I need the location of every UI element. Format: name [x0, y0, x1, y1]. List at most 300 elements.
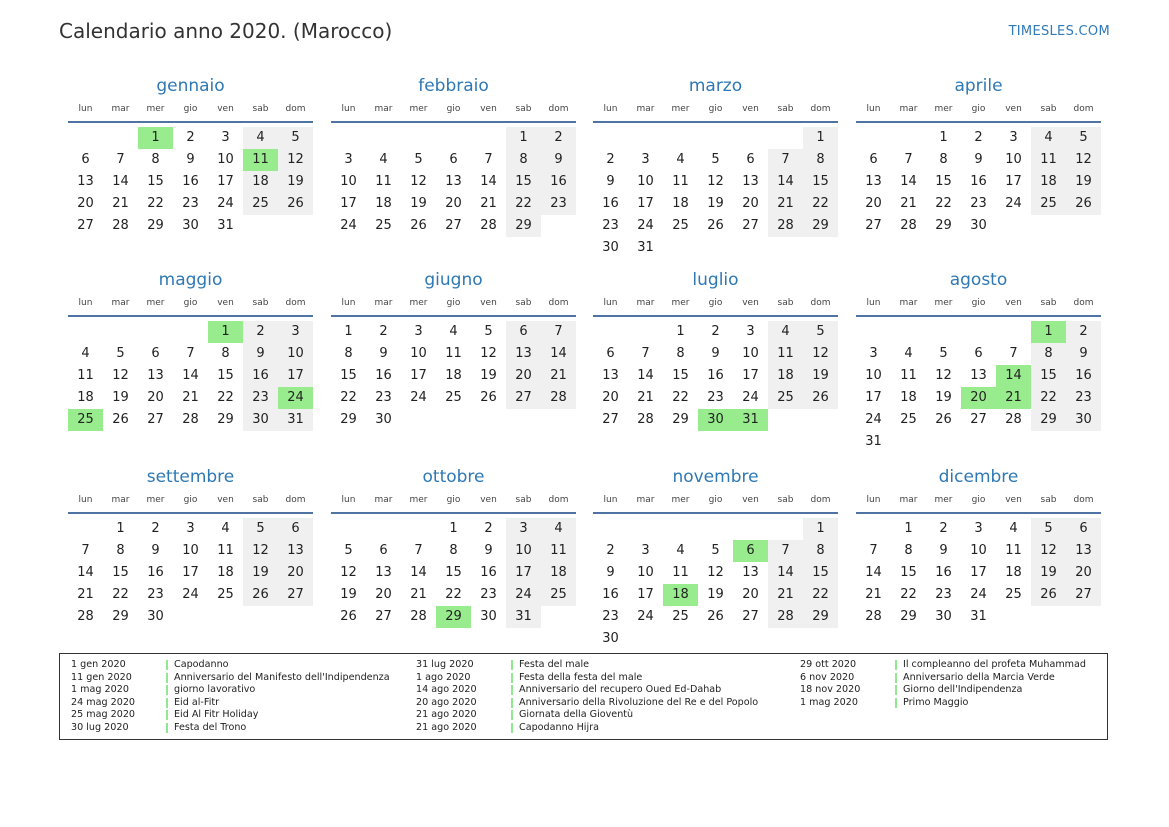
day-cell[interactable]: 10: [637, 565, 654, 580]
day-cell[interactable]: 17: [865, 390, 882, 405]
day-cell[interactable]: 30: [182, 218, 199, 233]
day-cell[interactable]: 6: [869, 152, 878, 167]
day-cell[interactable]: 19: [1066, 171, 1101, 193]
day-cell[interactable]: 10: [970, 543, 987, 558]
day-cell[interactable]: 6: [379, 543, 388, 558]
day-cell[interactable]: 6: [506, 321, 541, 343]
day-cell[interactable]: 21: [768, 193, 803, 215]
day-cell[interactable]: 8: [904, 543, 913, 558]
day-cell[interactable]: 3: [974, 521, 983, 536]
day-cell[interactable]: 21: [112, 196, 129, 211]
day-cell[interactable]: 20: [147, 390, 164, 405]
day-cell[interactable]: 5: [414, 152, 423, 167]
day-cell[interactable]: 25: [217, 587, 234, 602]
day-cell[interactable]: 15: [900, 565, 917, 580]
day-cell[interactable]: 2: [541, 127, 576, 149]
day-cell[interactable]: 20: [1066, 562, 1101, 584]
day-cell[interactable]: 10: [865, 368, 882, 383]
day-cell[interactable]: 15: [506, 171, 541, 193]
day-cell[interactable]: 21: [410, 587, 427, 602]
day-cell[interactable]: 4: [676, 543, 685, 558]
day-cell[interactable]: 22: [506, 193, 541, 215]
day-cell[interactable]: 6: [81, 152, 90, 167]
holiday-day-cell[interactable]: 24: [278, 387, 313, 409]
day-cell[interactable]: 17: [217, 174, 234, 189]
day-cell[interactable]: 18: [243, 171, 278, 193]
day-cell[interactable]: 1: [904, 521, 913, 536]
day-cell[interactable]: 7: [1009, 346, 1018, 361]
day-cell[interactable]: 11: [77, 368, 94, 383]
day-cell[interactable]: 31: [970, 609, 987, 624]
day-cell[interactable]: 19: [480, 368, 497, 383]
day-cell[interactable]: 14: [637, 368, 654, 383]
day-cell[interactable]: 27: [742, 218, 759, 233]
day-cell[interactable]: 2: [151, 521, 160, 536]
day-cell[interactable]: 27: [865, 218, 882, 233]
day-cell[interactable]: 17: [637, 196, 654, 211]
day-cell[interactable]: 19: [340, 587, 357, 602]
day-cell[interactable]: 6: [746, 152, 755, 167]
day-cell[interactable]: 26: [707, 218, 724, 233]
day-cell[interactable]: 16: [970, 174, 987, 189]
day-cell[interactable]: 15: [112, 565, 129, 580]
day-cell[interactable]: 27: [1066, 584, 1101, 606]
day-cell[interactable]: 28: [480, 218, 497, 233]
day-cell[interactable]: 12: [243, 540, 278, 562]
day-cell[interactable]: 30: [602, 631, 619, 646]
day-cell[interactable]: 31: [637, 240, 654, 255]
day-cell[interactable]: 16: [480, 565, 497, 580]
day-cell[interactable]: 5: [116, 346, 125, 361]
holiday-day-cell[interactable]: 21: [996, 387, 1031, 409]
holiday-day-cell[interactable]: 1: [138, 127, 173, 149]
day-cell[interactable]: 5: [939, 346, 948, 361]
day-cell[interactable]: 19: [707, 196, 724, 211]
day-cell[interactable]: 12: [480, 346, 497, 361]
day-cell[interactable]: 25: [445, 390, 462, 405]
day-cell[interactable]: 4: [449, 324, 458, 339]
day-cell[interactable]: 23: [147, 587, 164, 602]
day-cell[interactable]: 28: [900, 218, 917, 233]
day-cell[interactable]: 24: [970, 587, 987, 602]
day-cell[interactable]: 31: [865, 434, 882, 449]
holiday-day-cell[interactable]: 20: [961, 387, 996, 409]
day-cell[interactable]: 10: [637, 174, 654, 189]
day-cell[interactable]: 2: [974, 130, 983, 145]
day-cell[interactable]: 25: [672, 609, 689, 624]
day-cell[interactable]: 13: [375, 565, 392, 580]
day-cell[interactable]: 17: [637, 587, 654, 602]
day-cell[interactable]: 15: [147, 174, 164, 189]
day-cell[interactable]: 7: [541, 321, 576, 343]
day-cell[interactable]: 30: [1066, 409, 1101, 431]
day-cell[interactable]: 24: [506, 584, 541, 606]
day-cell[interactable]: 14: [112, 174, 129, 189]
day-cell[interactable]: 28: [541, 387, 576, 409]
day-cell[interactable]: 18: [375, 196, 392, 211]
day-cell[interactable]: 14: [77, 565, 94, 580]
day-cell[interactable]: 4: [1009, 521, 1018, 536]
day-cell[interactable]: 8: [676, 346, 685, 361]
day-cell[interactable]: 21: [182, 390, 199, 405]
day-cell[interactable]: 12: [707, 174, 724, 189]
holiday-day-cell[interactable]: 18: [663, 584, 698, 606]
day-cell[interactable]: 13: [742, 565, 759, 580]
day-cell[interactable]: 8: [116, 543, 125, 558]
day-cell[interactable]: 14: [768, 562, 803, 584]
day-cell[interactable]: 11: [672, 174, 689, 189]
day-cell[interactable]: 18: [217, 565, 234, 580]
day-cell[interactable]: 22: [672, 390, 689, 405]
day-cell[interactable]: 22: [112, 587, 129, 602]
day-cell[interactable]: 7: [484, 152, 493, 167]
day-cell[interactable]: 4: [81, 346, 90, 361]
day-cell[interactable]: 6: [606, 346, 615, 361]
day-cell[interactable]: 26: [707, 609, 724, 624]
day-cell[interactable]: 10: [340, 174, 357, 189]
day-cell[interactable]: 4: [541, 518, 576, 540]
day-cell[interactable]: 26: [243, 584, 278, 606]
day-cell[interactable]: 7: [414, 543, 423, 558]
day-cell[interactable]: 4: [243, 127, 278, 149]
day-cell[interactable]: 16: [602, 587, 619, 602]
day-cell[interactable]: 3: [869, 346, 878, 361]
day-cell[interactable]: 15: [803, 171, 838, 193]
day-cell[interactable]: 25: [375, 218, 392, 233]
day-cell[interactable]: 15: [217, 368, 234, 383]
day-cell[interactable]: 22: [1031, 387, 1066, 409]
day-cell[interactable]: 27: [375, 609, 392, 624]
day-cell[interactable]: 3: [414, 324, 423, 339]
day-cell[interactable]: 18: [77, 390, 94, 405]
day-cell[interactable]: 27: [506, 387, 541, 409]
day-cell[interactable]: 15: [672, 368, 689, 383]
day-cell[interactable]: 31: [278, 409, 313, 431]
day-cell[interactable]: 12: [410, 174, 427, 189]
day-cell[interactable]: 21: [77, 587, 94, 602]
day-cell[interactable]: 29: [672, 412, 689, 427]
day-cell[interactable]: 11: [1005, 543, 1022, 558]
day-cell[interactable]: 12: [112, 368, 129, 383]
day-cell[interactable]: 2: [484, 521, 493, 536]
day-cell[interactable]: 5: [278, 127, 313, 149]
day-cell[interactable]: 13: [278, 540, 313, 562]
day-cell[interactable]: 22: [340, 390, 357, 405]
holiday-day-cell[interactable]: 30: [698, 409, 733, 431]
day-cell[interactable]: 19: [803, 365, 838, 387]
day-cell[interactable]: 22: [900, 587, 917, 602]
day-cell[interactable]: 24: [217, 196, 234, 211]
day-cell[interactable]: 12: [340, 565, 357, 580]
day-cell[interactable]: 15: [1031, 365, 1066, 387]
day-cell[interactable]: 4: [768, 321, 803, 343]
day-cell[interactable]: 8: [939, 152, 948, 167]
day-cell[interactable]: 4: [1031, 127, 1066, 149]
day-cell[interactable]: 2: [243, 321, 278, 343]
day-cell[interactable]: 22: [803, 193, 838, 215]
day-cell[interactable]: 16: [1066, 365, 1101, 387]
day-cell[interactable]: 22: [217, 390, 234, 405]
day-cell[interactable]: 17: [506, 562, 541, 584]
day-cell[interactable]: 1: [506, 127, 541, 149]
day-cell[interactable]: 19: [410, 196, 427, 211]
day-cell[interactable]: 1: [116, 521, 125, 536]
day-cell[interactable]: 9: [186, 152, 195, 167]
day-cell[interactable]: 26: [1031, 584, 1066, 606]
day-cell[interactable]: 1: [803, 518, 838, 540]
day-cell[interactable]: 5: [344, 543, 353, 558]
day-cell[interactable]: 7: [768, 149, 803, 171]
day-cell[interactable]: 25: [541, 584, 576, 606]
day-cell[interactable]: 9: [151, 543, 160, 558]
day-cell[interactable]: 3: [1009, 130, 1018, 145]
day-cell[interactable]: 20: [77, 196, 94, 211]
day-cell[interactable]: 28: [77, 609, 94, 624]
day-cell[interactable]: 25: [900, 412, 917, 427]
day-cell[interactable]: 29: [217, 412, 234, 427]
day-cell[interactable]: 5: [484, 324, 493, 339]
day-cell[interactable]: 17: [1005, 174, 1022, 189]
day-cell[interactable]: 24: [340, 218, 357, 233]
day-cell[interactable]: 2: [379, 324, 388, 339]
day-cell[interactable]: 21: [480, 196, 497, 211]
day-cell[interactable]: 9: [1066, 343, 1101, 365]
day-cell[interactable]: 6: [974, 346, 983, 361]
day-cell[interactable]: 2: [939, 521, 948, 536]
day-cell[interactable]: 10: [742, 346, 759, 361]
day-cell[interactable]: 27: [77, 218, 94, 233]
day-cell[interactable]: 10: [506, 540, 541, 562]
day-cell[interactable]: 24: [637, 609, 654, 624]
day-cell[interactable]: 7: [768, 540, 803, 562]
day-cell[interactable]: 17: [410, 368, 427, 383]
day-cell[interactable]: 9: [974, 152, 983, 167]
holiday-day-cell[interactable]: 6: [733, 540, 768, 562]
day-cell[interactable]: 11: [445, 346, 462, 361]
day-cell[interactable]: 3: [221, 130, 230, 145]
day-cell[interactable]: 2: [606, 152, 615, 167]
day-cell[interactable]: 26: [340, 609, 357, 624]
day-cell[interactable]: 23: [375, 390, 392, 405]
day-cell[interactable]: 25: [243, 193, 278, 215]
day-cell[interactable]: 23: [602, 218, 619, 233]
day-cell[interactable]: 25: [672, 218, 689, 233]
day-cell[interactable]: 18: [900, 390, 917, 405]
day-cell[interactable]: 20: [375, 587, 392, 602]
day-cell[interactable]: 5: [711, 543, 720, 558]
day-cell[interactable]: 24: [410, 390, 427, 405]
day-cell[interactable]: 26: [480, 390, 497, 405]
day-cell[interactable]: 22: [803, 584, 838, 606]
day-cell[interactable]: 27: [445, 218, 462, 233]
holiday-day-cell[interactable]: 29: [436, 606, 471, 628]
day-cell[interactable]: 4: [904, 346, 913, 361]
day-cell[interactable]: 12: [1066, 149, 1101, 171]
day-cell[interactable]: 27: [278, 584, 313, 606]
day-cell[interactable]: 3: [186, 521, 195, 536]
day-cell[interactable]: 15: [445, 565, 462, 580]
day-cell[interactable]: 23: [541, 193, 576, 215]
day-cell[interactable]: 17: [182, 565, 199, 580]
day-cell[interactable]: 1: [803, 127, 838, 149]
day-cell[interactable]: 30: [970, 218, 987, 233]
day-cell[interactable]: 23: [970, 196, 987, 211]
day-cell[interactable]: 13: [77, 174, 94, 189]
day-cell[interactable]: 11: [375, 174, 392, 189]
day-cell[interactable]: 6: [449, 152, 458, 167]
day-cell[interactable]: 29: [935, 218, 952, 233]
day-cell[interactable]: 29: [506, 215, 541, 237]
day-cell[interactable]: 4: [379, 152, 388, 167]
day-cell[interactable]: 26: [935, 412, 952, 427]
day-cell[interactable]: 30: [147, 609, 164, 624]
day-cell[interactable]: 25: [1005, 587, 1022, 602]
day-cell[interactable]: 7: [869, 543, 878, 558]
day-cell[interactable]: 29: [340, 412, 357, 427]
day-cell[interactable]: 12: [707, 565, 724, 580]
day-cell[interactable]: 5: [1031, 518, 1066, 540]
day-cell[interactable]: 20: [742, 587, 759, 602]
day-cell[interactable]: 30: [243, 409, 278, 431]
day-cell[interactable]: 9: [939, 543, 948, 558]
day-cell[interactable]: 7: [186, 346, 195, 361]
day-cell[interactable]: 14: [410, 565, 427, 580]
day-cell[interactable]: 6: [151, 346, 160, 361]
day-cell[interactable]: 30: [375, 412, 392, 427]
day-cell[interactable]: 8: [221, 346, 230, 361]
day-cell[interactable]: 31: [217, 218, 234, 233]
day-cell[interactable]: 18: [768, 365, 803, 387]
day-cell[interactable]: 1: [344, 324, 353, 339]
day-cell[interactable]: 21: [541, 365, 576, 387]
day-cell[interactable]: 8: [803, 149, 838, 171]
day-cell[interactable]: 8: [151, 152, 160, 167]
day-cell[interactable]: 19: [278, 171, 313, 193]
day-cell[interactable]: 13: [742, 174, 759, 189]
day-cell[interactable]: 28: [768, 606, 803, 628]
day-cell[interactable]: 28: [112, 218, 129, 233]
holiday-day-cell[interactable]: 14: [996, 365, 1031, 387]
day-cell[interactable]: 14: [865, 565, 882, 580]
day-cell[interactable]: 20: [742, 196, 759, 211]
day-cell[interactable]: 8: [1031, 343, 1066, 365]
day-cell[interactable]: 27: [602, 412, 619, 427]
day-cell[interactable]: 19: [935, 390, 952, 405]
day-cell[interactable]: 26: [1066, 193, 1101, 215]
day-cell[interactable]: 3: [746, 324, 755, 339]
day-cell[interactable]: 31: [506, 606, 541, 628]
day-cell[interactable]: 30: [480, 609, 497, 624]
day-cell[interactable]: 5: [803, 321, 838, 343]
day-cell[interactable]: 14: [768, 171, 803, 193]
day-cell[interactable]: 23: [707, 390, 724, 405]
day-cell[interactable]: 12: [1031, 540, 1066, 562]
day-cell[interactable]: 7: [641, 346, 650, 361]
day-cell[interactable]: 21: [865, 587, 882, 602]
day-cell[interactable]: 9: [711, 346, 720, 361]
day-cell[interactable]: 7: [904, 152, 913, 167]
day-cell[interactable]: 12: [803, 343, 838, 365]
day-cell[interactable]: 27: [742, 609, 759, 624]
day-cell[interactable]: 24: [182, 587, 199, 602]
day-cell[interactable]: 23: [243, 387, 278, 409]
day-cell[interactable]: 13: [147, 368, 164, 383]
day-cell[interactable]: 13: [865, 174, 882, 189]
day-cell[interactable]: 14: [182, 368, 199, 383]
day-cell[interactable]: 19: [243, 562, 278, 584]
day-cell[interactable]: 10: [217, 152, 234, 167]
holiday-day-cell[interactable]: 11: [243, 149, 278, 171]
day-cell[interactable]: 11: [1031, 149, 1066, 171]
day-cell[interactable]: 16: [935, 565, 952, 580]
day-cell[interactable]: 6: [278, 518, 313, 540]
day-cell[interactable]: 25: [1031, 193, 1066, 215]
day-cell[interactable]: 7: [116, 152, 125, 167]
day-cell[interactable]: 8: [803, 540, 838, 562]
day-cell[interactable]: 19: [1031, 562, 1066, 584]
day-cell[interactable]: 20: [445, 196, 462, 211]
holiday-day-cell[interactable]: 25: [68, 409, 103, 431]
day-cell[interactable]: 29: [803, 606, 838, 628]
day-cell[interactable]: 23: [602, 609, 619, 624]
day-cell[interactable]: 14: [480, 174, 497, 189]
day-cell[interactable]: 21: [637, 390, 654, 405]
day-cell[interactable]: 21: [900, 196, 917, 211]
day-cell[interactable]: 16: [707, 368, 724, 383]
day-cell[interactable]: 24: [865, 412, 882, 427]
day-cell[interactable]: 15: [803, 562, 838, 584]
day-cell[interactable]: 18: [445, 368, 462, 383]
day-cell[interactable]: 29: [900, 609, 917, 624]
day-cell[interactable]: 9: [379, 346, 388, 361]
day-cell[interactable]: 23: [480, 587, 497, 602]
day-cell[interactable]: 22: [935, 196, 952, 211]
day-cell[interactable]: 20: [602, 390, 619, 405]
holiday-day-cell[interactable]: 31: [733, 409, 768, 431]
day-cell[interactable]: 5: [711, 152, 720, 167]
day-cell[interactable]: 13: [445, 174, 462, 189]
day-cell[interactable]: 9: [243, 343, 278, 365]
day-cell[interactable]: 11: [217, 543, 234, 558]
day-cell[interactable]: 5: [243, 518, 278, 540]
day-cell[interactable]: 13: [1066, 540, 1101, 562]
day-cell[interactable]: 15: [935, 174, 952, 189]
day-cell[interactable]: 28: [1005, 412, 1022, 427]
day-cell[interactable]: 29: [112, 609, 129, 624]
day-cell[interactable]: 1: [939, 130, 948, 145]
day-cell[interactable]: 20: [865, 196, 882, 211]
holiday-day-cell[interactable]: 1: [208, 321, 243, 343]
day-cell[interactable]: 17: [970, 565, 987, 580]
day-cell[interactable]: 4: [676, 152, 685, 167]
day-cell[interactable]: 27: [147, 412, 164, 427]
day-cell[interactable]: 11: [900, 368, 917, 383]
day-cell[interactable]: 24: [1005, 196, 1022, 211]
day-cell[interactable]: 12: [935, 368, 952, 383]
day-cell[interactable]: 27: [970, 412, 987, 427]
day-cell[interactable]: 24: [637, 218, 654, 233]
day-cell[interactable]: 18: [672, 196, 689, 211]
day-cell[interactable]: 21: [768, 584, 803, 606]
day-cell[interactable]: 2: [606, 543, 615, 558]
day-cell[interactable]: 20: [506, 365, 541, 387]
day-cell[interactable]: 26: [410, 218, 427, 233]
day-cell[interactable]: 10: [278, 343, 313, 365]
day-cell[interactable]: 16: [182, 174, 199, 189]
day-cell[interactable]: 23: [935, 587, 952, 602]
day-cell[interactable]: 9: [541, 149, 576, 171]
day-cell[interactable]: 8: [344, 346, 353, 361]
